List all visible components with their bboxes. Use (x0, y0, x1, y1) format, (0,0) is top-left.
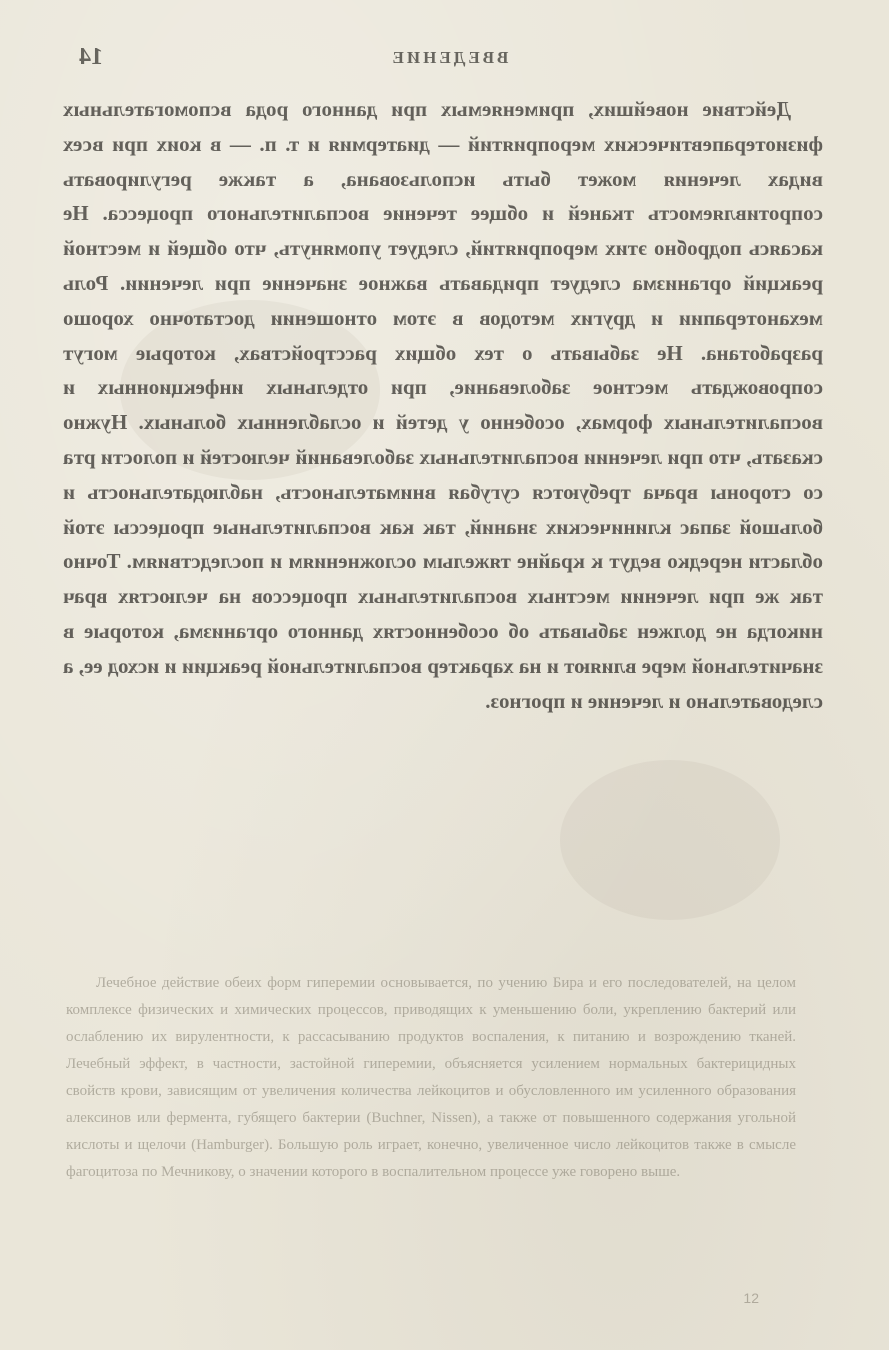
footnote-bleed-text: Лечебное действие обеих форм гиперемии основывается, по учению Бира и его последователей, на целом комплексе физических и химических процессов, приводящих к уменьшению боли, укреплению бактерий или ослаблению их вирулентности, к рассасыванию продуктов воспаления, к питанию и возрождению тканей. Лечебный эффект, в частности, застойной гиперемии, объясняется усилением нормальных бактерицидных свойств крови, зависящим от увеличения количества лейкоцитов и обусловленного им усиленного образования алексинов или фермента, губящего бактерии (Buchner, Nissen), а также от повышенного содержания угольной кислоты и щелочи (Hamburger). Большую роль играет, конечно, увеличенное число лейкоцитов также в смысле фагоцитоза по Мечникову, о значении которого в воспалительном процессе уже говорено выше. (66, 975, 796, 1180)
body-paragraph: Действие новейших, применяемых при данного рода вспомогательных физиотерапевтических мероприятий — диатермия и т. п. — в коих при всех видах лечения может быть использована, а также регулировать сопротивляемость тканей и общее течение воспалительного процесса. Не касаясь подробно этих мероприятий, следует упомянуть, что общей и местной реакций организма следует придавать важное значение при лечении. Роль механотерапии и других методов в этом отношении достаточно хорошо разработана. Не забывать о тех общих расстройствах, которые могут сопровождать местное заболевание, при отдельных инфекционных и воспалительных формах, особенно у детей и ослабленных больных. Нужно сказать, что при лечении воспалительных заболеваний челюстей и полости рта со стороны врача требуются сугубая внимательность, наблюдательность и большой запас клинических знаний, так как воспалительные процессы этой области нередко ведут к крайне тяжелым осложнениям и последствиям. Точно так же при лечении местных воспалительных процессов на челюстях врач никогда не должен забывать об особенностях данного организма, которые в значительной мере влияют и на характер воспалительной реакции и исход ее, а следовательно и лечение и прогноз. (63, 97, 823, 713)
page-mark: 12 (743, 1290, 759, 1306)
running-head (69, 44, 829, 74)
running-title: ВВЕДЕНИЕ (389, 48, 509, 67)
page-number: 14 (79, 44, 103, 70)
